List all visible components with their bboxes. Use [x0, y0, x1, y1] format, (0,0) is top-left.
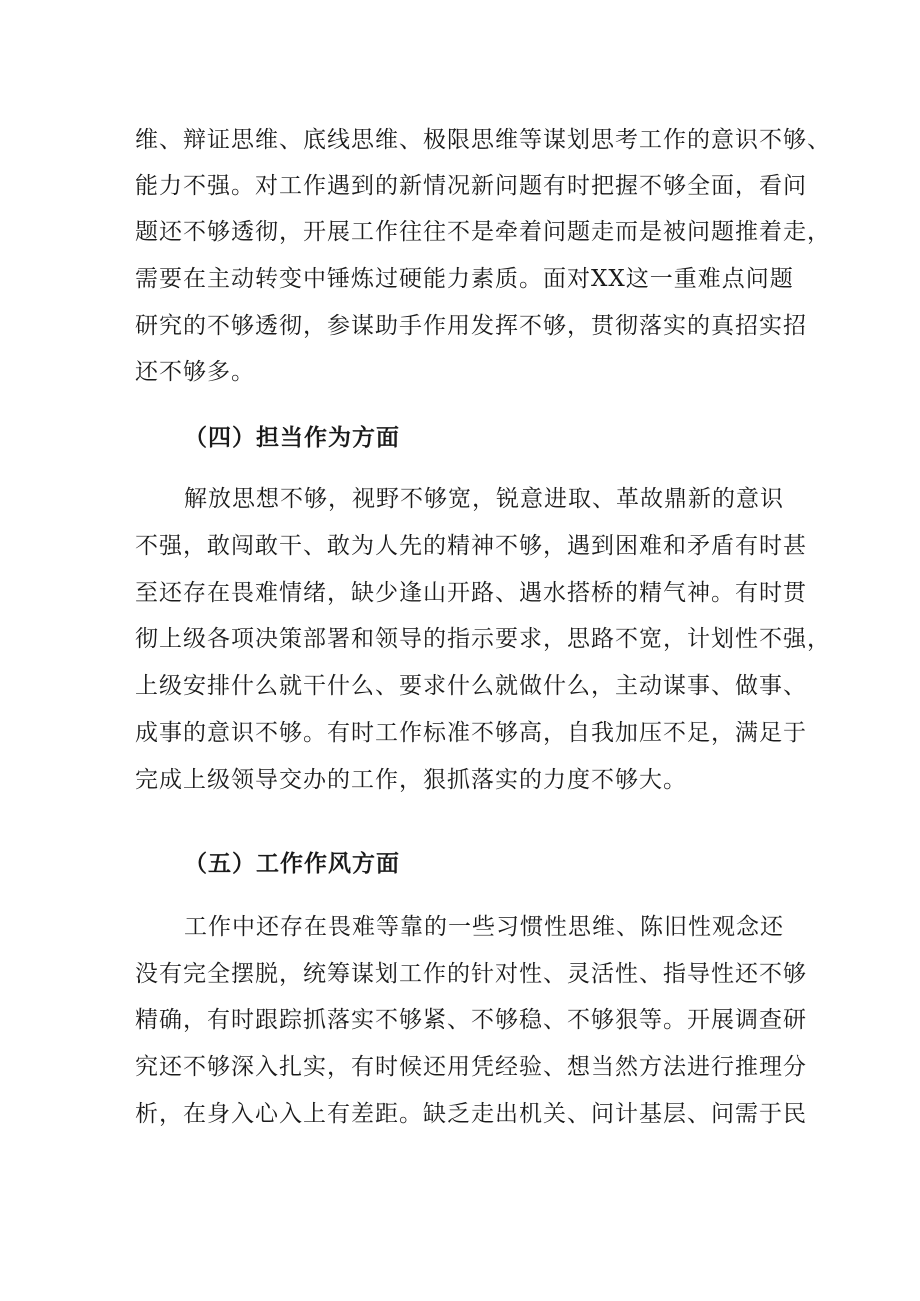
paragraph-line: 能力不强。对工作遇到的新情况新问题有时把握不够全面，看问 — [135, 173, 807, 199]
paragraph-line: 成事的意识不够。有时工作标准不够高，自我加压不足，满足于 — [135, 720, 807, 746]
paragraph-line: 维、辩证思维、底线思维、极限思维等谋划思考工作的意识不够、 — [135, 127, 831, 153]
paragraph-line: 没有完全摆脱，统筹谋划工作的针对性、灵活性、指导性还不够 — [135, 961, 807, 987]
paragraph-line: 至还存在畏难情绪，缺少逢山开路、遇水搭桥的精气神。有时贯 — [135, 580, 807, 606]
paragraph-line: 工作中还存在畏难等靠的一些习惯性思维、陈旧性观念还 — [184, 914, 784, 940]
paragraph-line: 不强，敢闯敢干、敢为人先的精神不够，遇到困难和矛盾有时甚 — [135, 533, 807, 559]
section-4-heading: （四）担当作为方面 — [184, 425, 400, 451]
paragraph-line: 析，在身入心入上有差距。缺乏走出机关、问计基层、问需于民 — [135, 1101, 807, 1127]
paragraph-line: 精确，有时跟踪抓落实不够紧、不够稳、不够狠等。开展调查研 — [135, 1007, 807, 1033]
section-5-heading: （五）工作作风方面 — [184, 851, 400, 877]
paragraph-line: 题还不够透彻，开展工作往往不是牵着问题走而是被问题推着走， — [135, 219, 831, 245]
paragraph-line: 彻上级各项决策部署和领导的指示要求，思路不宽，计划性不强， — [135, 626, 831, 652]
paragraph-line: 需要在主动转变中锤炼过硬能力素质。面对XX这一重难点问题 — [135, 266, 794, 292]
paragraph-line: 完成上级领导交办的工作，狠抓落实的力度不够大。 — [135, 767, 687, 793]
paragraph-line: 解放思想不够，视野不够宽，锐意进取、革故鼎新的意识 — [184, 486, 784, 512]
paragraph-line: 研究的不够透彻，参谋助手作用发挥不够，贯彻落实的真招实招 — [135, 313, 807, 339]
paragraph-line: 究还不够深入扎实，有时候还用凭经验、想当然方法进行推理分 — [135, 1054, 807, 1080]
paragraph-line: 还不够多。 — [135, 359, 255, 385]
paragraph-line: 上级安排什么就干什么、要求什么就做什么，主动谋事、做事、 — [135, 673, 807, 699]
